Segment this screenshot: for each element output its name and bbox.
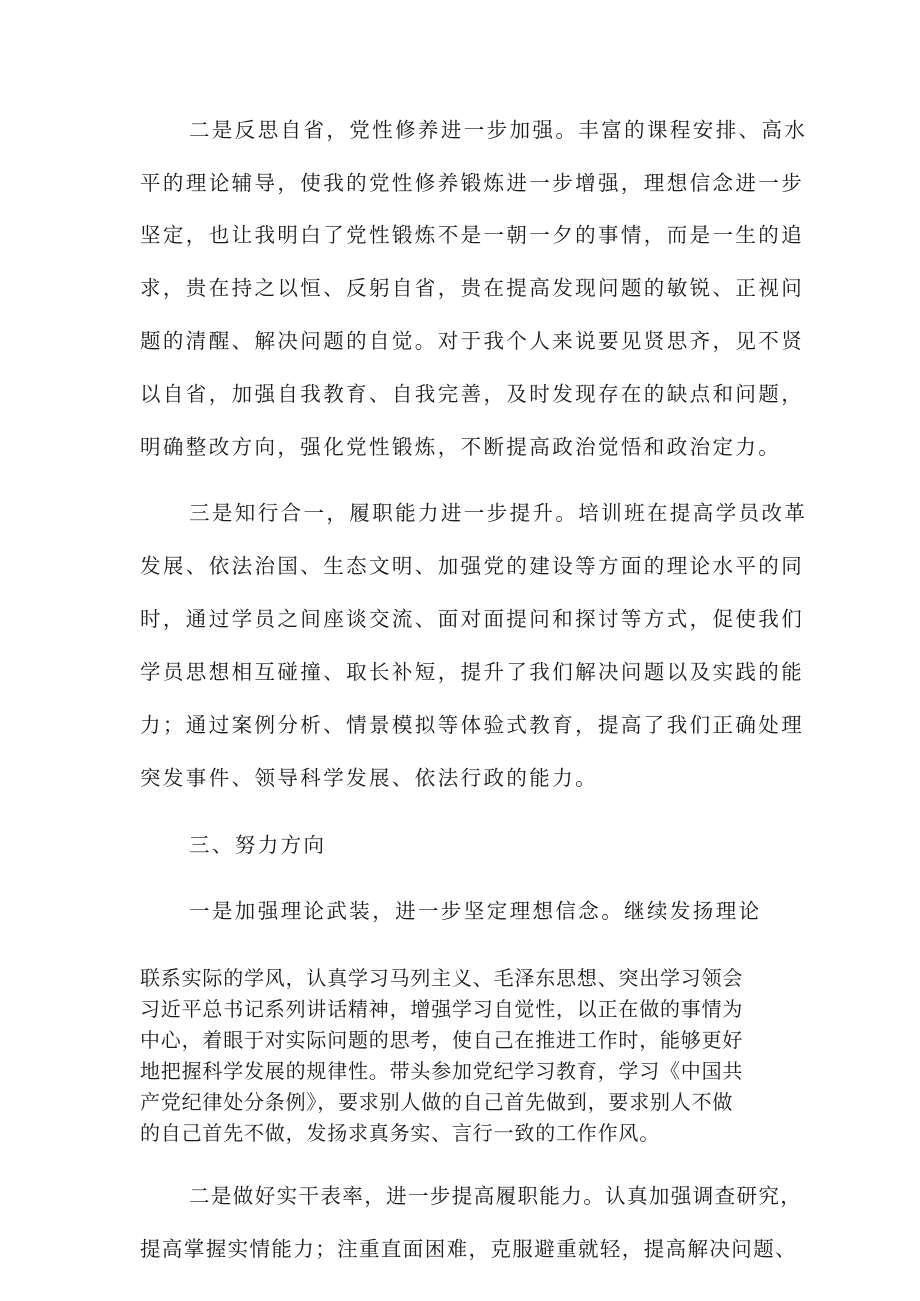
paragraph-line: 发展、依法治国、生态文明、加强党的建设等方面的理论水平的同 — [140, 554, 805, 578]
paragraph-line: 明确整改方向，强化党性锻炼，不断提高政治觉悟和政治定力。 — [140, 435, 782, 459]
paragraph-line: 提高掌握实情能力；注重直面困难，克服避重就轻，提高解决问题、 — [140, 1237, 797, 1261]
paragraph-line: 突发事件、领导科学发展、依法行政的能力。 — [140, 766, 598, 790]
paragraph-line: 二是做好实干表率，进一步提高履职能力。认真加强调查研究， — [189, 1184, 803, 1208]
paragraph-line: 平的理论辅导，使我的党性修养锻炼进一步增强，理想信念进一步 — [140, 171, 805, 195]
paragraph-line: 三是知行合一，履职能力进一步提升。培训班在提高学员改革 — [189, 501, 808, 525]
paragraph-line: 坚定，也让我明白了党性锻炼不是一朝一夕的事情，而是一生的追 — [140, 223, 805, 247]
paragraph-line: 的自己首先不做，发扬求真务实、言行一致的工作作风。 — [140, 1121, 660, 1145]
paragraph-line: 学员思想相互碰撞、取长补短，提升了我们解决问题以及实践的能 — [140, 660, 805, 684]
section-heading: 三、努力方向 — [189, 833, 327, 857]
paragraph-line: 二是反思自省，党性修养进一步加强。丰富的课程安排、高水 — [189, 118, 808, 142]
paragraph-line: 中心，着眼于对实际问题的思考，使自己在推进工作时，能够更好 — [140, 1028, 744, 1052]
paragraph-line: 习近平总书记系列讲话精神，增强学习自觉性，以正在做的事情为 — [140, 997, 744, 1021]
paragraph-line: 产党纪律处分条例》，要求别人做的自己首先做到，要求别人不做 — [140, 1090, 734, 1114]
paragraph-line: 求，贵在持之以恒、反躬自省，贵在提高发现问题的敏锐、正视问 — [140, 276, 805, 300]
paragraph-line: 题的清醒、解决问题的自觉。对于我个人来说要见贤思齐，见不贤 — [140, 329, 805, 353]
paragraph-line: 一是加强理论武装，进一步坚定理想信念。继续发扬理论 — [189, 899, 762, 923]
paragraph-line: 地把握科学发展的规律性。带头参加党纪学习教育，学习《中国共 — [140, 1059, 744, 1083]
paragraph-line: 时，通过学员之间座谈交流、面对面提问和探讨等方式，促使我们 — [140, 607, 805, 631]
paragraph-line: 以自省，加强自我教育、自我完善，及时发现存在的缺点和问题， — [140, 382, 805, 406]
paragraph-line: 力；通过案例分析、情景模拟等体验式教育，提高了我们正确处理 — [140, 713, 805, 737]
paragraph-line: 联系实际的学风，认真学习马列主义、毛泽东思想、突出学习领会 — [140, 966, 744, 990]
